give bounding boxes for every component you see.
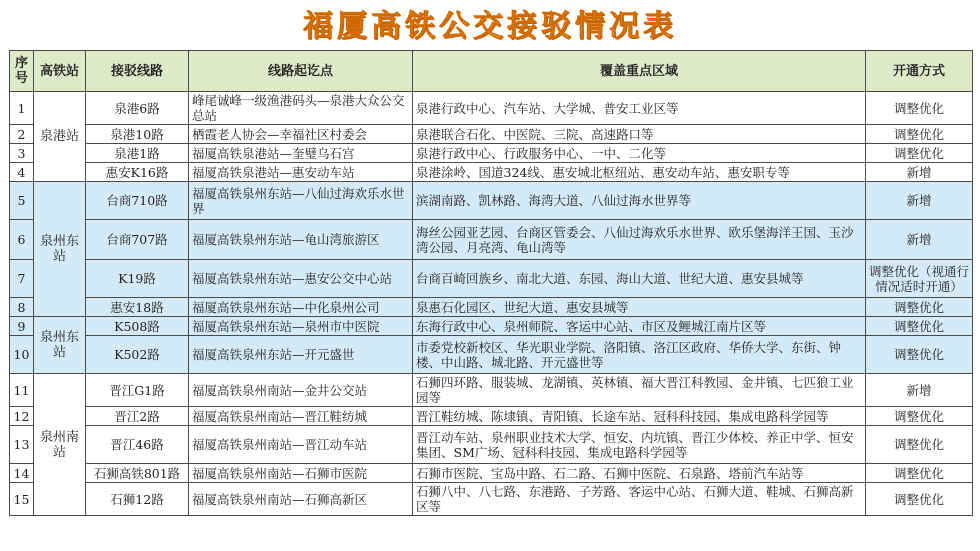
bus-connection-table [9, 50, 973, 516]
table-row [10, 426, 973, 464]
row-coverage: 石狮市医院、宝岛中路、石二路、石狮中医院、石泉路、塔前汽车站等 [413, 464, 866, 483]
table-row [10, 220, 973, 260]
row-terminals: 福厦高铁泉州东站—中化泉州公司 [189, 298, 413, 317]
row-no: 14 [10, 464, 34, 483]
row-mode: 新增 [866, 220, 973, 260]
row-route: 惠安18路 [86, 298, 189, 317]
row-terminals: 福厦高铁泉港站—惠安动车站 [189, 163, 413, 182]
row-route: K508路 [86, 317, 189, 336]
table-row [10, 125, 973, 144]
header-no: 序号 [10, 51, 34, 92]
row-route: 泉港10路 [86, 125, 189, 144]
row-no: 1 [10, 92, 34, 125]
row-terminals: 福厦高铁泉州南站—金井公交站 [189, 374, 413, 407]
table-row [10, 374, 973, 407]
row-terminals: 福厦高铁泉州东站—泉州市中医院 [189, 317, 413, 336]
row-route: K502路 [86, 336, 189, 374]
header-mode: 开通方式 [866, 51, 973, 92]
row-mode: 调整优化 [866, 426, 973, 464]
row-terminals: 峰尾诚峰一级渔港码头—泉港大众公交总站 [189, 92, 413, 125]
row-coverage: 滨湖南路、凯林路、海湾大道、八仙过海水世界等 [413, 182, 866, 220]
row-mode: 新增 [866, 182, 973, 220]
row-coverage: 泉惠石化园区、世纪大道、惠安县城等 [413, 298, 866, 317]
table-header-row [10, 51, 973, 92]
row-coverage: 台商百崎回族乡、南北大道、东园、海山大道、世纪大道、惠安县城等 [413, 260, 866, 298]
row-route: 石狮高铁801路 [86, 464, 189, 483]
row-no: 9 [10, 317, 34, 336]
row-mode: 调整优化 [866, 125, 973, 144]
row-no: 6 [10, 220, 34, 260]
row-terminals: 福厦高铁泉州南站—石狮市医院 [189, 464, 413, 483]
table-row [10, 407, 973, 426]
row-mode: 调整优化 [866, 407, 973, 426]
row-coverage: 晋江鞋纺城、陈埭镇、青阳镇、长途车站、冠科科技园、集成电路科学园等 [413, 407, 866, 426]
header-coverage: 覆盖重点区域 [413, 51, 866, 92]
row-no: 10 [10, 336, 34, 374]
row-mode: 调整优化 [866, 464, 973, 483]
row-no: 3 [10, 144, 34, 163]
row-mode: 调整优化 [866, 92, 973, 125]
header-route: 接驳线路 [86, 51, 189, 92]
row-no: 7 [10, 260, 34, 298]
row-route: 石狮12路 [86, 483, 189, 516]
row-coverage: 海丝公园亚艺园、台商区管委会、八仙过海欢乐水世界、欧乐堡海洋王国、玉沙湾公园、月亮湾、龟山湾等 [413, 220, 866, 260]
row-coverage: 泉港涂岭、国道324线、惠安城北枢纽站、惠安动车站、惠安职专等 [413, 163, 866, 182]
row-no: 13 [10, 426, 34, 464]
row-route: 晋江2路 [86, 407, 189, 426]
row-mode: 调整优化 [866, 483, 973, 516]
row-coverage: 晋江动车站、泉州职业技术大学、恒安、内坑镇、晋江少体校、养正中学、恒安集团、SM广场、冠科科技园、集成电路科学园等 [413, 426, 866, 464]
row-mode: 调整优化 [866, 317, 973, 336]
row-terminals: 福厦高铁泉州东站—八仙过海欢乐水世界 [189, 182, 413, 220]
row-mode: 调整优化 [866, 144, 973, 163]
page-title: 福厦高铁公交接驳情况表 [303, 9, 677, 44]
row-mode: 调整优化 [866, 336, 973, 374]
row-terminals: 福厦高铁泉州东站—开元盛世 [189, 336, 413, 374]
header-terminals: 线路起讫点 [189, 51, 413, 92]
station-cell-quanzhou-east: 泉州东站 [34, 182, 86, 317]
table-row [10, 163, 973, 182]
row-mode: 调整优化（视通行情况适时开通） [866, 260, 973, 298]
row-coverage: 东海行政中心、泉州师院、客运中心站、市区及鲤城江南片区等 [413, 317, 866, 336]
table-row [10, 336, 973, 374]
header-station: 高铁站 [34, 51, 86, 92]
row-coverage: 泉港联合石化、中医院、三院、高速路口等 [413, 125, 866, 144]
table-row [10, 92, 973, 125]
row-route: 泉港6路 [86, 92, 189, 125]
row-terminals: 福厦高铁泉州东站—龟山湾旅游区 [189, 220, 413, 260]
row-route: 台商707路 [86, 220, 189, 260]
row-route: 惠安K16路 [86, 163, 189, 182]
row-coverage: 泉港行政中心、汽车站、大学城、普安工业区等 [413, 92, 866, 125]
table-row [10, 182, 973, 220]
row-coverage: 泉港行政中心、行政服务中心、一中、二化等 [413, 144, 866, 163]
row-terminals: 福厦高铁泉州东站—惠安公交中心站 [189, 260, 413, 298]
table-row [10, 260, 973, 298]
row-route: 晋江G1路 [86, 374, 189, 407]
row-coverage: 石狮八中、八七路、东港路、子芳路、客运中心站、石狮大道、鞋城、石狮高新区等 [413, 483, 866, 516]
row-route: 台商710路 [86, 182, 189, 220]
row-no: 5 [10, 182, 34, 220]
row-no: 11 [10, 374, 34, 407]
row-no: 15 [10, 483, 34, 516]
row-no: 8 [10, 298, 34, 317]
table-row [10, 464, 973, 483]
row-route: 晋江46路 [86, 426, 189, 464]
row-no: 2 [10, 125, 34, 144]
row-mode: 新增 [866, 163, 973, 182]
row-terminals: 栖霞老人协会—幸福社区村委会 [189, 125, 413, 144]
row-no: 12 [10, 407, 34, 426]
row-mode: 调整优化 [866, 298, 973, 317]
row-route: K19路 [86, 260, 189, 298]
row-terminals: 福厦高铁泉州南站—晋江动车站 [189, 426, 413, 464]
table-row [10, 483, 973, 516]
row-mode: 新增 [866, 374, 973, 407]
row-coverage: 市委党校新校区、华光职业学院、洛阳镇、洛江区政府、华侨大学、东街、钟楼、中山路、城北路、开元盛世等 [413, 336, 866, 374]
row-route: 泉港1路 [86, 144, 189, 163]
row-no: 4 [10, 163, 34, 182]
station-cell-quangang: 泉港站 [34, 92, 86, 182]
station-cell-quanzhou-south: 泉州南站 [34, 374, 86, 516]
row-terminals: 福厦高铁泉港站—奎璧乌石宫 [189, 144, 413, 163]
table-row [10, 298, 973, 317]
row-terminals: 福厦高铁泉州南站—石狮高新区 [189, 483, 413, 516]
table-row [10, 144, 973, 163]
row-coverage: 石狮四环路、服装城、龙湖镇、英林镇、福大晋江科教园、金井镇、七匹狼工业园等 [413, 374, 866, 407]
station-cell-quanzhou-east-2: 泉州东站 [34, 317, 86, 374]
row-terminals: 福厦高铁泉州南站—晋江鞋纺城 [189, 407, 413, 426]
table-row [10, 317, 973, 336]
